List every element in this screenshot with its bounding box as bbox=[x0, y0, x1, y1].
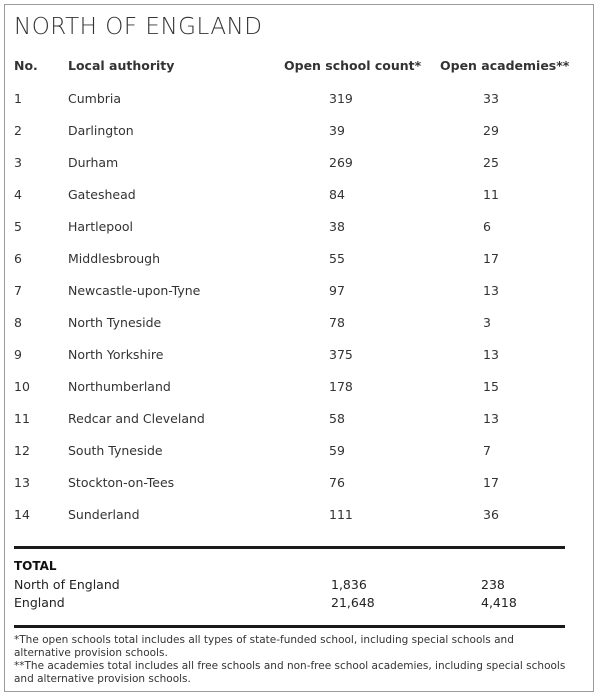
table-row bbox=[0, 475, 590, 495]
header-open-school-count: Open school count* bbox=[284, 58, 422, 73]
local-authority-name: North Tyneside bbox=[68, 315, 162, 330]
table-row bbox=[0, 283, 590, 303]
open-academies-count: 25 bbox=[483, 155, 499, 170]
table-row bbox=[0, 443, 590, 463]
open-academies-count: 17 bbox=[483, 251, 499, 266]
local-authority-name: Middlesbrough bbox=[68, 251, 161, 266]
row-number: 11 bbox=[14, 411, 30, 426]
open-academies-count: 3 bbox=[483, 315, 491, 330]
local-authority-name: Newcastle-upon-Tyne bbox=[68, 283, 201, 298]
open-academies-count: 13 bbox=[483, 411, 499, 426]
local-authority-name: Stockton-on-Tees bbox=[68, 475, 175, 490]
table-row bbox=[0, 187, 590, 207]
row-number: 6 bbox=[14, 251, 22, 266]
divider bbox=[14, 546, 565, 549]
row-number: 7 bbox=[14, 283, 22, 298]
open-academies-count: 6 bbox=[483, 219, 491, 234]
total-row-label: England bbox=[14, 595, 65, 610]
row-number: 14 bbox=[14, 507, 30, 522]
table-row bbox=[0, 507, 590, 527]
open-academies-count: 29 bbox=[483, 123, 499, 138]
open-school-count: 111 bbox=[329, 507, 353, 522]
local-authority-name: South Tyneside bbox=[68, 443, 163, 458]
total-heading: TOTAL bbox=[14, 559, 57, 573]
open-school-count: 78 bbox=[329, 315, 345, 330]
open-academies-count: 17 bbox=[483, 475, 499, 490]
header-open-academies: Open academies** bbox=[440, 58, 570, 73]
row-number: 2 bbox=[14, 123, 22, 138]
table-row bbox=[0, 315, 590, 335]
table-row bbox=[0, 347, 590, 367]
open-school-count: 39 bbox=[329, 123, 345, 138]
open-school-count: 269 bbox=[329, 155, 353, 170]
page-title: NORTH OF ENGLAND bbox=[14, 14, 263, 40]
divider bbox=[14, 625, 565, 628]
local-authority-name: Northumberland bbox=[68, 379, 171, 394]
row-number: 10 bbox=[14, 379, 30, 394]
header-no: No. bbox=[14, 58, 38, 73]
row-number: 4 bbox=[14, 187, 22, 202]
total-open-school-count: 21,648 bbox=[331, 595, 375, 610]
open-academies-count: 13 bbox=[483, 347, 499, 362]
total-open-academies-count: 238 bbox=[481, 577, 505, 592]
open-academies-count: 11 bbox=[483, 187, 499, 202]
open-school-count: 76 bbox=[329, 475, 345, 490]
local-authority-name: Darlington bbox=[68, 123, 134, 138]
local-authority-name: Sunderland bbox=[68, 507, 140, 522]
open-school-count: 97 bbox=[329, 283, 345, 298]
table-row bbox=[0, 155, 590, 175]
open-school-count: 178 bbox=[329, 379, 353, 394]
open-school-count: 84 bbox=[329, 187, 345, 202]
row-number: 13 bbox=[14, 475, 30, 490]
table-row bbox=[0, 411, 590, 431]
open-academies-count: 36 bbox=[483, 507, 499, 522]
table-row bbox=[0, 251, 590, 271]
open-school-count: 319 bbox=[329, 91, 353, 106]
open-school-count: 58 bbox=[329, 411, 345, 426]
table-row bbox=[0, 219, 590, 239]
row-number: 3 bbox=[14, 155, 22, 170]
open-school-count: 375 bbox=[329, 347, 353, 362]
open-academies-count: 15 bbox=[483, 379, 499, 394]
total-open-academies-count: 4,418 bbox=[481, 595, 517, 610]
row-number: 12 bbox=[14, 443, 30, 458]
footnote-schools: *The open schools total includes all types of state-funded school, including special schools and alternative provision schools. bbox=[14, 634, 514, 659]
table-row bbox=[0, 379, 590, 399]
local-authority-name: Hartlepool bbox=[68, 219, 133, 234]
local-authority-name: Durham bbox=[68, 155, 119, 170]
header-local-authority: Local authority bbox=[68, 58, 175, 73]
row-number: 5 bbox=[14, 219, 22, 234]
open-academies-count: 7 bbox=[483, 443, 491, 458]
local-authority-name: Cumbria bbox=[68, 91, 122, 106]
total-row-label: North of England bbox=[14, 577, 120, 592]
row-number: 1 bbox=[14, 91, 22, 106]
open-school-count: 38 bbox=[329, 219, 345, 234]
row-number: 9 bbox=[14, 347, 22, 362]
table-row bbox=[0, 91, 590, 111]
local-authority-name: Redcar and Cleveland bbox=[68, 411, 205, 426]
open-academies-count: 33 bbox=[483, 91, 499, 106]
open-school-count: 55 bbox=[329, 251, 345, 266]
open-academies-count: 13 bbox=[483, 283, 499, 298]
total-open-school-count: 1,836 bbox=[331, 577, 367, 592]
local-authority-name: North Yorkshire bbox=[68, 347, 164, 362]
open-school-count: 59 bbox=[329, 443, 345, 458]
local-authority-name: Gateshead bbox=[68, 187, 136, 202]
table-row bbox=[0, 123, 590, 143]
row-number: 8 bbox=[14, 315, 22, 330]
footnote-academies: **The academies total includes all free schools and non-free school academies, including special schools and alternative provision schools. bbox=[14, 660, 566, 685]
footnotes bbox=[14, 634, 574, 686]
